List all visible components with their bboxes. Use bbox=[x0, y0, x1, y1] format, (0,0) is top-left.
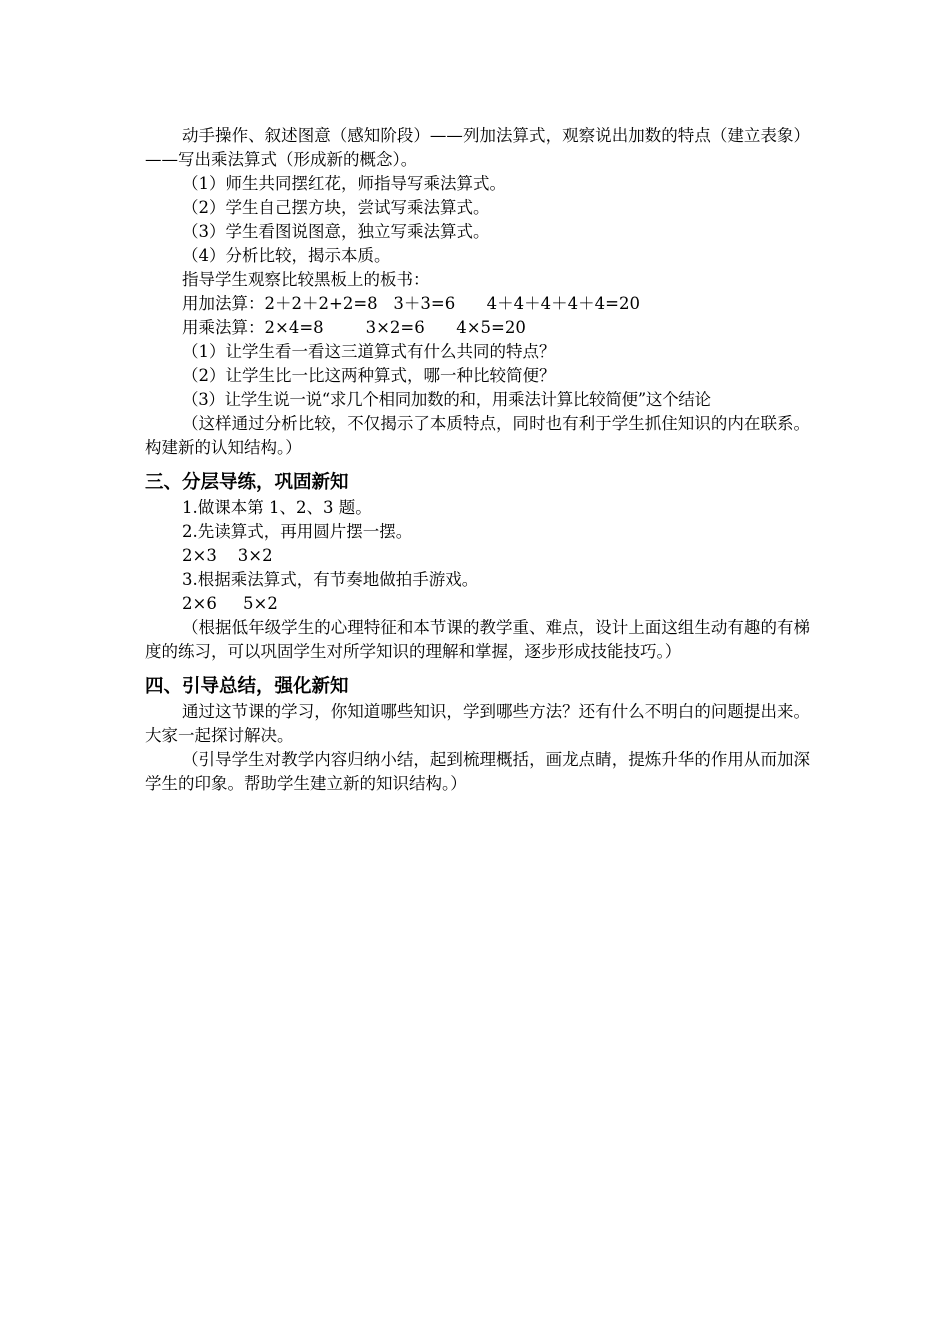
section3-item-2-expr: 2×3 3×2 bbox=[182, 546, 273, 565]
board-intro: 指导学生观察比较黑板上的板书： bbox=[182, 270, 430, 289]
question-3: （3）让学生说一说“求几个相同加数的和，用乘法计算比较简便”这个结论 bbox=[182, 390, 711, 409]
question-1: （1）让学生看一看这三道算式有什么共同的特点？ bbox=[182, 342, 556, 361]
section3-item-3: 3.根据乘法算式，有节奏地做拍手游戏。 bbox=[182, 570, 479, 589]
document-page bbox=[145, 124, 810, 796]
section3-note: （根据低年级学生的心理特征和本节课的教学重、难点，设计上面这组生动有趣的有梯度的练习，可以巩固学生对所学知识的理解和掌握，逐步形成技能技巧。） bbox=[145, 618, 810, 661]
section4-heading: 四、引导总结，强化新知 bbox=[145, 676, 349, 697]
section3-item-3-expr: 2×6 5×2 bbox=[182, 594, 278, 613]
step-3: （3）学生看图说图意，独立写乘法算式。 bbox=[182, 222, 490, 241]
section3-heading: 三、分层导练，巩固新知 bbox=[145, 472, 349, 493]
section4-text: 通过这节课的学习，你知道哪些知识，学到哪些方法？还有什么不明白的问题提出来。大家一起探讨解决。 bbox=[145, 702, 810, 745]
section3-item-2: 2.先读算式，再用圆片摆一摆。 bbox=[182, 522, 413, 541]
section2-intro: 动手操作、叙述图意（感知阶段）——列加法算式，观察说出加数的特点（建立表象）——写出乘法算式（形成新的概念）。 bbox=[145, 126, 810, 169]
section3-item-1: 1.做课本第 1、2、3 题。 bbox=[182, 498, 372, 517]
step-2: （2）学生自己摆方块，尝试写乘法算式。 bbox=[182, 198, 490, 217]
section2-note: （这样通过分析比较，不仅揭示了本质特点，同时也有利于学生抓住知识的内在联系。构建新的认知结构。） bbox=[145, 414, 810, 457]
step-4: （4）分析比较，揭示本质。 bbox=[182, 246, 391, 265]
step-1: （1）师生共同摆红花，师指导写乘法算式。 bbox=[182, 174, 506, 193]
question-2: （2）让学生比一比这两种算式，哪一种比较简便？ bbox=[182, 366, 556, 385]
multiplication-line: 用乘法算：2×4=8 3×2=6 4×5=20 bbox=[182, 318, 526, 337]
addition-line: 用加法算：2＋2＋2+2=8 3＋3=6 4＋4＋4＋4＋4=20 bbox=[182, 294, 640, 313]
section4-note: （引导学生对教学内容归纳小结，起到梳理概括，画龙点睛，提炼升华的作用从而加深学生的印象。帮助学生建立新的知识结构。） bbox=[145, 750, 810, 793]
